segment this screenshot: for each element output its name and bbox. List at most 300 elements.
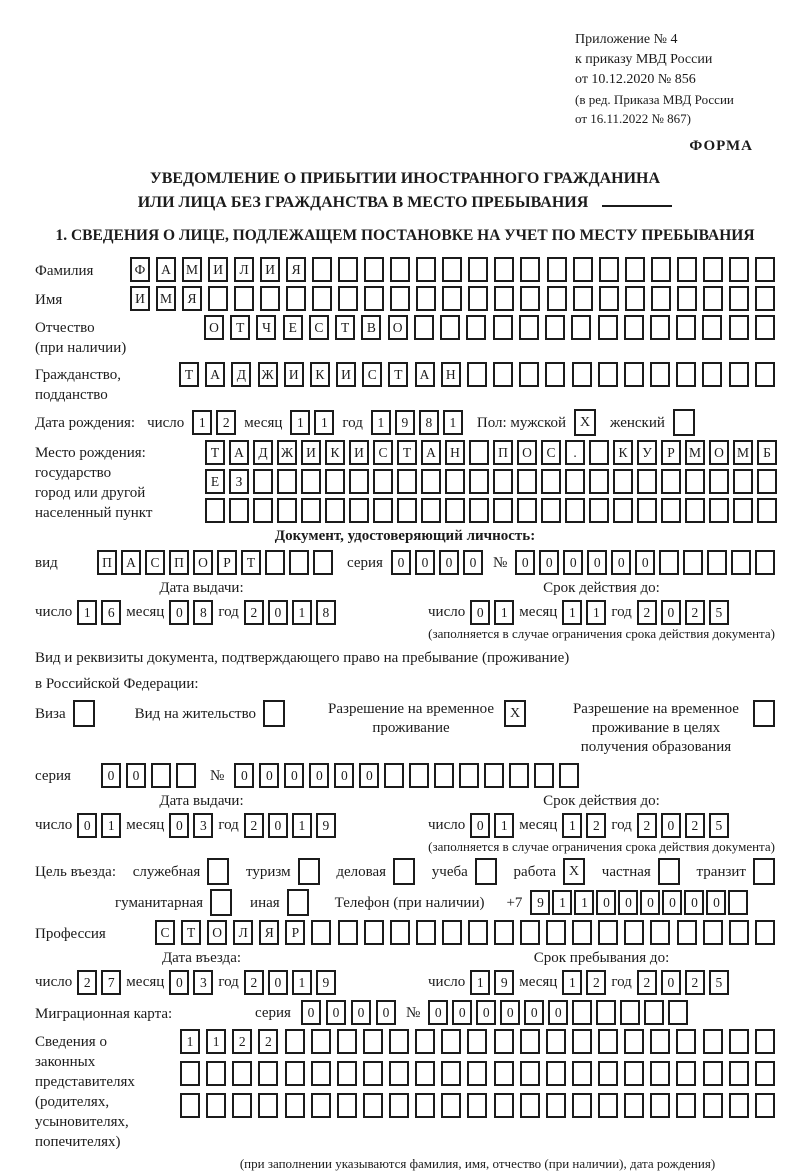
char-box[interactable] [685,469,705,494]
char-box[interactable] [613,498,633,523]
char-box[interactable] [364,286,384,311]
char-box[interactable] [702,315,722,340]
char-box[interactable] [459,763,479,788]
char-box[interactable] [258,1093,278,1118]
char-box[interactable]: 2 [637,813,657,838]
char-box[interactable] [229,498,249,523]
stay-day-input[interactable] [470,970,514,995]
char-box[interactable]: 0 [640,890,660,915]
char-box[interactable] [572,1000,592,1025]
char-box[interactable] [546,1029,566,1054]
char-box[interactable] [415,1093,435,1118]
char-box[interactable]: 1 [314,410,334,435]
char-box[interactable]: С [362,362,382,387]
char-box[interactable] [651,286,671,311]
char-box[interactable] [151,763,171,788]
char-box[interactable] [467,1029,487,1054]
char-box[interactable] [494,1029,514,1054]
char-box[interactable]: И [349,440,369,465]
char-box[interactable]: 0 [268,813,288,838]
doc-expiry-month-input[interactable] [562,600,606,625]
char-box[interactable]: Ч [256,315,276,340]
char-box[interactable]: П [97,550,117,575]
purpose-humanitarian-checkbox[interactable] [210,889,232,916]
char-box[interactable] [468,920,488,945]
purpose-study-checkbox[interactable] [475,858,497,885]
char-box[interactable] [390,257,410,282]
char-box[interactable]: 9 [316,813,336,838]
char-box[interactable] [707,550,727,575]
entry-year-input[interactable] [244,970,336,995]
char-box[interactable] [509,763,529,788]
char-box[interactable] [338,257,358,282]
char-box[interactable]: 0 [259,763,279,788]
char-box[interactable]: Т [205,440,225,465]
char-box[interactable]: 0 [662,890,682,915]
char-box[interactable] [285,1061,305,1086]
char-box[interactable] [416,920,436,945]
char-box[interactable] [546,920,566,945]
char-box[interactable] [208,286,228,311]
char-box[interactable]: 1 [586,600,606,625]
char-box[interactable] [547,286,567,311]
char-box[interactable] [598,920,618,945]
char-box[interactable] [565,498,585,523]
char-box[interactable] [421,469,441,494]
char-box[interactable] [520,1061,540,1086]
char-box[interactable] [572,1093,592,1118]
purpose-other-checkbox[interactable] [287,889,309,916]
given-name-input[interactable] [130,286,775,311]
char-box[interactable]: А [229,440,249,465]
char-box[interactable] [397,469,417,494]
char-box[interactable]: Я [286,257,306,282]
birth-day-input[interactable] [192,410,236,435]
char-box[interactable]: Л [234,257,254,282]
char-box[interactable]: М [685,440,705,465]
char-box[interactable]: 1 [292,970,312,995]
char-box[interactable]: 5 [709,813,729,838]
char-box[interactable]: 2 [258,1029,278,1054]
char-box[interactable]: П [493,440,513,465]
char-box[interactable] [289,550,309,575]
char-box[interactable] [363,1029,383,1054]
char-box[interactable]: 0 [661,813,681,838]
char-box[interactable] [598,1029,618,1054]
char-box[interactable]: 2 [244,600,264,625]
char-box[interactable] [493,498,513,523]
char-box[interactable]: О [388,315,408,340]
char-box[interactable] [441,1029,461,1054]
char-box[interactable]: О [207,920,227,945]
char-box[interactable]: 0 [563,550,583,575]
char-box[interactable]: 2 [637,600,657,625]
char-box[interactable]: Т [179,362,199,387]
char-box[interactable] [598,1093,618,1118]
char-box[interactable]: 0 [301,1000,321,1025]
char-box[interactable] [301,498,321,523]
char-box[interactable] [442,257,462,282]
char-box[interactable]: 0 [515,550,535,575]
char-box[interactable] [573,286,593,311]
char-box[interactable] [494,920,514,945]
char-box[interactable] [598,362,618,387]
char-box[interactable] [517,469,537,494]
char-box[interactable] [468,286,488,311]
phone-input[interactable] [530,890,748,915]
char-box[interactable] [338,920,358,945]
doc-series-input[interactable] [391,550,483,575]
char-box[interactable] [733,498,753,523]
char-box[interactable]: . [565,440,585,465]
char-box[interactable] [180,1093,200,1118]
char-box[interactable] [285,1029,305,1054]
char-box[interactable] [494,257,514,282]
char-box[interactable] [755,1061,775,1086]
char-box[interactable] [661,498,681,523]
char-box[interactable] [389,1093,409,1118]
char-box[interactable] [729,1093,749,1118]
char-box[interactable] [434,763,454,788]
char-box[interactable] [729,286,749,311]
char-box[interactable] [364,920,384,945]
char-box[interactable] [565,469,585,494]
char-box[interactable] [572,920,592,945]
char-box[interactable] [445,498,465,523]
char-box[interactable]: А [156,257,176,282]
char-box[interactable] [659,550,679,575]
char-box[interactable]: 0 [587,550,607,575]
char-box[interactable] [286,286,306,311]
char-box[interactable] [469,440,489,465]
char-box[interactable] [301,469,321,494]
char-box[interactable]: Ж [277,440,297,465]
char-box[interactable] [677,286,697,311]
char-box[interactable] [253,469,273,494]
char-box[interactable] [729,1029,749,1054]
char-box[interactable]: 0 [334,763,354,788]
char-box[interactable] [547,257,567,282]
migration-card-number-input[interactable] [428,1000,688,1025]
char-box[interactable] [651,257,671,282]
char-box[interactable] [624,362,644,387]
char-box[interactable] [493,469,513,494]
residence-expiry-day-input[interactable] [470,813,514,838]
temp-residence-checkbox[interactable]: X [504,700,526,727]
char-box[interactable]: О [193,550,213,575]
char-box[interactable]: Н [445,440,465,465]
char-box[interactable] [625,286,645,311]
char-box[interactable]: К [325,440,345,465]
char-box[interactable]: 5 [709,600,729,625]
char-box[interactable] [703,1061,723,1086]
char-box[interactable]: 0 [706,890,726,915]
char-box[interactable] [180,1061,200,1086]
char-box[interactable] [311,1093,331,1118]
char-box[interactable] [349,498,369,523]
char-box[interactable] [703,1093,723,1118]
char-box[interactable] [731,550,751,575]
char-box[interactable] [559,763,579,788]
char-box[interactable]: У [637,440,657,465]
purpose-work-checkbox[interactable]: X [563,858,585,885]
char-box[interactable]: 1 [101,813,121,838]
char-box[interactable] [494,286,514,311]
char-box[interactable] [445,469,465,494]
doc-expiry-day-input[interactable] [470,600,514,625]
char-box[interactable]: Р [285,920,305,945]
char-box[interactable] [613,469,633,494]
char-box[interactable] [206,1093,226,1118]
char-box[interactable]: 0 [684,890,704,915]
char-box[interactable]: С [309,315,329,340]
char-box[interactable]: 0 [169,600,189,625]
char-box[interactable] [676,1093,696,1118]
char-box[interactable]: С [145,550,165,575]
char-box[interactable]: 0 [391,550,411,575]
char-box[interactable] [755,550,775,575]
char-box[interactable]: 0 [524,1000,544,1025]
char-box[interactable]: И [260,257,280,282]
char-box[interactable]: 1 [470,970,490,995]
char-box[interactable]: 3 [193,970,213,995]
stay-year-input[interactable] [637,970,729,995]
char-box[interactable]: 1 [562,600,582,625]
char-box[interactable] [206,1061,226,1086]
char-box[interactable] [520,1093,540,1118]
char-box[interactable] [493,362,513,387]
char-box[interactable]: Ф [130,257,150,282]
char-box[interactable] [232,1093,252,1118]
char-box[interactable]: 1 [290,410,310,435]
char-box[interactable] [469,469,489,494]
char-box[interactable] [363,1061,383,1086]
char-box[interactable] [589,440,609,465]
char-box[interactable] [258,1061,278,1086]
char-box[interactable] [545,315,565,340]
char-box[interactable] [337,1093,357,1118]
char-box[interactable] [572,1061,592,1086]
char-box[interactable]: 1 [292,600,312,625]
char-box[interactable] [337,1061,357,1086]
char-box[interactable]: 1 [206,1029,226,1054]
char-box[interactable]: Т [230,315,250,340]
entry-month-input[interactable] [169,970,213,995]
char-box[interactable] [415,1029,435,1054]
doc-issue-year-input[interactable] [244,600,336,625]
char-box[interactable] [277,498,297,523]
char-box[interactable]: Я [259,920,279,945]
char-box[interactable] [729,1061,749,1086]
migration-card-series-input[interactable] [301,1000,396,1025]
char-box[interactable] [416,286,436,311]
char-box[interactable] [421,498,441,523]
doc-issue-day-input[interactable] [77,600,121,625]
doc-kind-input[interactable] [97,550,333,575]
char-box[interactable]: 0 [618,890,638,915]
char-box[interactable] [466,315,486,340]
char-box[interactable]: 0 [548,1000,568,1025]
char-box[interactable] [494,1093,514,1118]
char-box[interactable] [685,498,705,523]
char-box[interactable] [285,1093,305,1118]
char-box[interactable] [363,1093,383,1118]
char-box[interactable] [677,920,697,945]
char-box[interactable]: 2 [244,970,264,995]
char-box[interactable]: 0 [439,550,459,575]
char-box[interactable]: 0 [376,1000,396,1025]
char-box[interactable] [620,1000,640,1025]
char-box[interactable] [414,315,434,340]
representatives-row1-input[interactable] [180,1029,775,1054]
char-box[interactable] [729,257,749,282]
char-box[interactable] [397,498,417,523]
char-box[interactable] [390,920,410,945]
char-box[interactable] [312,286,332,311]
char-box[interactable]: Т [181,920,201,945]
char-box[interactable]: Я [182,286,202,311]
char-box[interactable]: 0 [169,813,189,838]
char-box[interactable] [373,498,393,523]
char-box[interactable]: О [709,440,729,465]
char-box[interactable]: 9 [316,970,336,995]
char-box[interactable] [683,550,703,575]
char-box[interactable] [755,362,775,387]
representatives-row2-input[interactable] [180,1061,775,1086]
char-box[interactable] [517,498,537,523]
char-box[interactable]: К [310,362,330,387]
doc-number-input[interactable] [515,550,775,575]
char-box[interactable] [416,257,436,282]
char-box[interactable]: 7 [101,970,121,995]
char-box[interactable] [729,362,749,387]
char-box[interactable] [755,1029,775,1054]
char-box[interactable]: 0 [596,890,616,915]
char-box[interactable]: И [284,362,304,387]
char-box[interactable] [440,315,460,340]
char-box[interactable] [325,469,345,494]
char-box[interactable]: 1 [180,1029,200,1054]
char-box[interactable] [373,469,393,494]
char-box[interactable]: А [421,440,441,465]
char-box[interactable] [546,1093,566,1118]
char-box[interactable] [650,362,670,387]
char-box[interactable]: Л [233,920,253,945]
residence-series-input[interactable] [101,763,196,788]
char-box[interactable] [677,257,697,282]
char-box[interactable]: 0 [470,600,490,625]
char-box[interactable] [650,315,670,340]
char-box[interactable]: П [169,550,189,575]
char-box[interactable]: 2 [244,813,264,838]
char-box[interactable]: А [415,362,435,387]
char-box[interactable]: 2 [77,970,97,995]
char-box[interactable] [260,286,280,311]
char-box[interactable] [676,315,696,340]
char-box[interactable]: А [205,362,225,387]
char-box[interactable]: 8 [419,410,439,435]
char-box[interactable] [519,315,539,340]
char-box[interactable]: 6 [101,600,121,625]
char-box[interactable]: 2 [216,410,236,435]
char-box[interactable]: 1 [494,600,514,625]
char-box[interactable]: Н [441,362,461,387]
char-box[interactable] [598,1061,618,1086]
char-box[interactable]: 0 [539,550,559,575]
char-box[interactable]: С [155,920,175,945]
char-box[interactable]: В [361,315,381,340]
char-box[interactable] [755,315,775,340]
char-box[interactable]: 3 [193,813,213,838]
char-box[interactable] [596,1000,616,1025]
citizenship-input[interactable] [179,362,775,387]
char-box[interactable]: 0 [309,763,329,788]
char-box[interactable] [644,1000,664,1025]
char-box[interactable]: М [733,440,753,465]
char-box[interactable]: С [373,440,393,465]
doc-issue-month-input[interactable] [169,600,213,625]
char-box[interactable]: Е [205,469,225,494]
char-box[interactable] [572,1029,592,1054]
char-box[interactable] [494,1061,514,1086]
char-box[interactable] [755,920,775,945]
char-box[interactable] [709,498,729,523]
char-box[interactable] [311,1029,331,1054]
char-box[interactable]: Д [231,362,251,387]
char-box[interactable] [702,362,722,387]
char-box[interactable] [755,286,775,311]
entry-day-input[interactable] [77,970,121,995]
char-box[interactable] [755,257,775,282]
char-box[interactable] [312,257,332,282]
char-box[interactable] [573,257,593,282]
char-box[interactable]: 0 [234,763,254,788]
char-box[interactable]: 0 [635,550,655,575]
char-box[interactable]: 0 [268,600,288,625]
char-box[interactable]: З [229,469,249,494]
char-box[interactable] [650,1093,670,1118]
char-box[interactable]: 0 [326,1000,346,1025]
char-box[interactable]: И [301,440,321,465]
char-box[interactable] [467,1061,487,1086]
char-box[interactable] [253,498,273,523]
char-box[interactable]: 1 [77,600,97,625]
char-box[interactable]: И [208,257,228,282]
char-box[interactable] [624,315,644,340]
char-box[interactable] [311,920,331,945]
char-box[interactable]: О [204,315,224,340]
char-box[interactable] [755,1093,775,1118]
char-box[interactable] [541,498,561,523]
char-box[interactable]: 0 [101,763,121,788]
char-box[interactable] [484,763,504,788]
char-box[interactable] [624,1093,644,1118]
char-box[interactable] [703,257,723,282]
char-box[interactable]: 8 [193,600,213,625]
char-box[interactable] [234,286,254,311]
char-box[interactable]: 0 [470,813,490,838]
birth-place-row3-input[interactable] [205,498,777,523]
char-box[interactable]: 0 [428,1000,448,1025]
residence-expiry-month-input[interactable] [562,813,606,838]
char-box[interactable]: 0 [661,600,681,625]
char-box[interactable] [232,1061,252,1086]
char-box[interactable] [703,286,723,311]
char-box[interactable] [442,920,462,945]
char-box[interactable]: 0 [452,1000,472,1025]
char-box[interactable] [265,550,285,575]
char-box[interactable] [624,1061,644,1086]
